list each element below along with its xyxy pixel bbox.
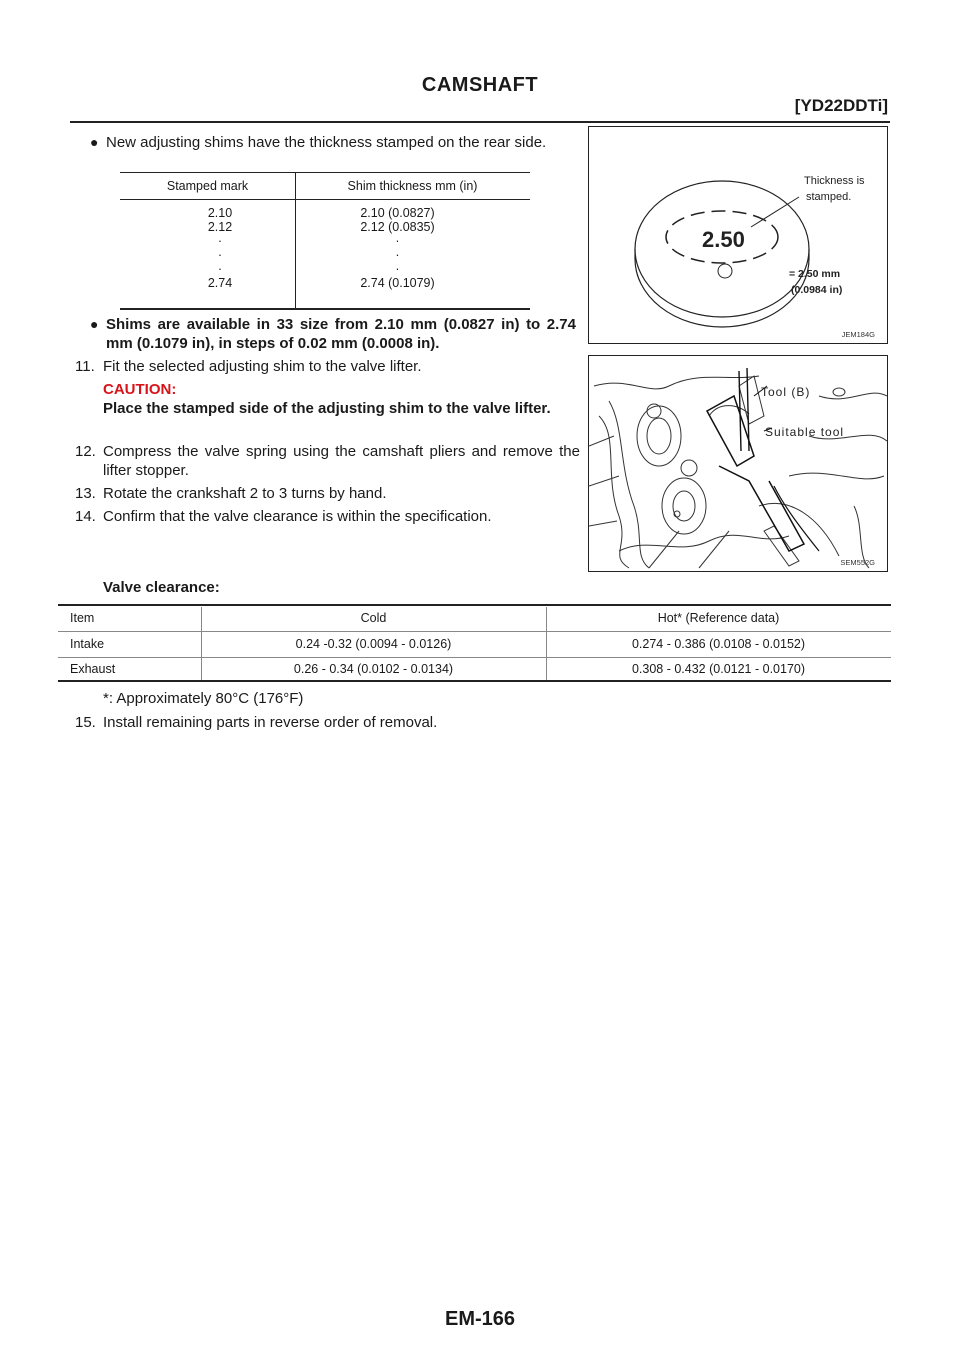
row-hot: 0.308 - 0.432 (0.0121 - 0.0170) (631, 662, 806, 676)
step-text: Compress the valve spring using the camshaft pliers and remove the lifter stopper. (103, 443, 580, 479)
shim-illustration (589, 127, 887, 343)
row-item: Intake (70, 637, 105, 651)
stamp-col-thickness (295, 206, 500, 290)
step-number: 14. (75, 508, 96, 525)
stamp-number: 2.50 (702, 227, 745, 252)
figure-code: JEM184G (841, 330, 875, 339)
step-text: Fit the selected adjusting shim to the valve lifter. (103, 358, 422, 375)
stamp-header-mark: Stamped mark (166, 179, 249, 193)
caution-text: Place the stamped side of the adjusting shim to the valve lifter. (103, 400, 551, 417)
thickness-cell: · (395, 234, 400, 248)
thickness-cell: 2.10 (0.0827) (360, 206, 435, 220)
stamp-col-mark (120, 206, 320, 290)
intro-bullet-text: New adjusting shims have the thickness stamped on the rear side. (106, 134, 547, 151)
shim-sizes-text: Shims are available in 33 size from 2.10 mm (0.0827 in) to 2.74 mm (0.1079 in), in steps of 0.02 mm (0.0008 in). (106, 316, 576, 352)
thickness-cell: 2.74 (0.1079) (360, 276, 435, 290)
row-hot: 0.274 - 0.386 (0.0108 - 0.0152) (631, 637, 806, 651)
step-text: Install remaining parts in reverse order of removal. (103, 714, 438, 731)
header-cold: Cold (360, 611, 387, 625)
valve-clearance-label: Valve clearance: (103, 579, 220, 596)
header-item: Item (70, 611, 95, 625)
step-number: 11. (75, 358, 95, 375)
table-row (58, 632, 891, 658)
stamp-cell: 2.10 (207, 206, 233, 220)
header-rule (70, 121, 890, 123)
row-item: Exhaust (70, 662, 116, 676)
bullet-icon: ● (90, 316, 99, 332)
stamp-cell: 2.74 (207, 276, 233, 290)
page-title: CAMSHAFT (421, 74, 539, 96)
intro-bullet (90, 133, 576, 152)
stamp-table-header (120, 172, 530, 200)
step-text: Confirm that the valve clearance is within the specification. (103, 508, 492, 525)
step-number: 15. (75, 714, 96, 731)
bullet-icon: ● (90, 134, 99, 150)
table-bottom-rule (58, 680, 891, 682)
step-number: 12. (75, 443, 96, 460)
row-cold: 0.26 - 0.34 (0.0102 - 0.0134) (293, 662, 454, 676)
footnote: *: Approximately 80°C (176°F) (103, 690, 304, 707)
tool-illustration (589, 356, 887, 571)
shim-figure (588, 126, 888, 344)
table-row (58, 657, 891, 682)
figure-code: SEM552G (840, 558, 875, 567)
header-hot: Hot* (Reference data) (657, 611, 780, 625)
stamp-cell: · (217, 262, 223, 276)
label-tool-b: Tool (B) (761, 385, 811, 399)
stamp-cell: · (217, 234, 223, 248)
step-text: Rotate the crankshaft 2 to 3 turns by hand. (103, 485, 387, 502)
engine-model: [YD22DDTi] (794, 96, 888, 115)
thickness-cell: · (395, 262, 400, 276)
page-number: EM-166 (444, 1308, 516, 1330)
shim-sizes-bullet (90, 315, 576, 353)
stamp-table-bottom-rule (120, 308, 530, 310)
table-divider (546, 607, 547, 682)
label-thickness-line1: Thickness is (804, 175, 865, 187)
label-mm: = 2.50 mm (789, 268, 841, 280)
stamp-cell: 2.12 (207, 220, 233, 234)
table-divider (201, 607, 202, 682)
label-in: (0.0984 in) (791, 284, 843, 296)
stamp-header-thickness: Shim thickness mm (in) (347, 179, 478, 193)
label-suitable-tool: Suitable tool (765, 425, 845, 439)
thickness-cell: · (395, 248, 400, 262)
stamp-cell: · (217, 248, 223, 262)
label-thickness-line2: stamped. (806, 191, 852, 203)
tool-figure (588, 355, 888, 572)
caution-heading: CAUTION: (103, 381, 177, 398)
thickness-cell: 2.12 (0.0835) (360, 220, 435, 234)
table-header-row (58, 606, 891, 632)
step-number: 13. (75, 485, 96, 502)
row-cold: 0.24 -0.32 (0.0094 - 0.0126) (295, 637, 452, 651)
